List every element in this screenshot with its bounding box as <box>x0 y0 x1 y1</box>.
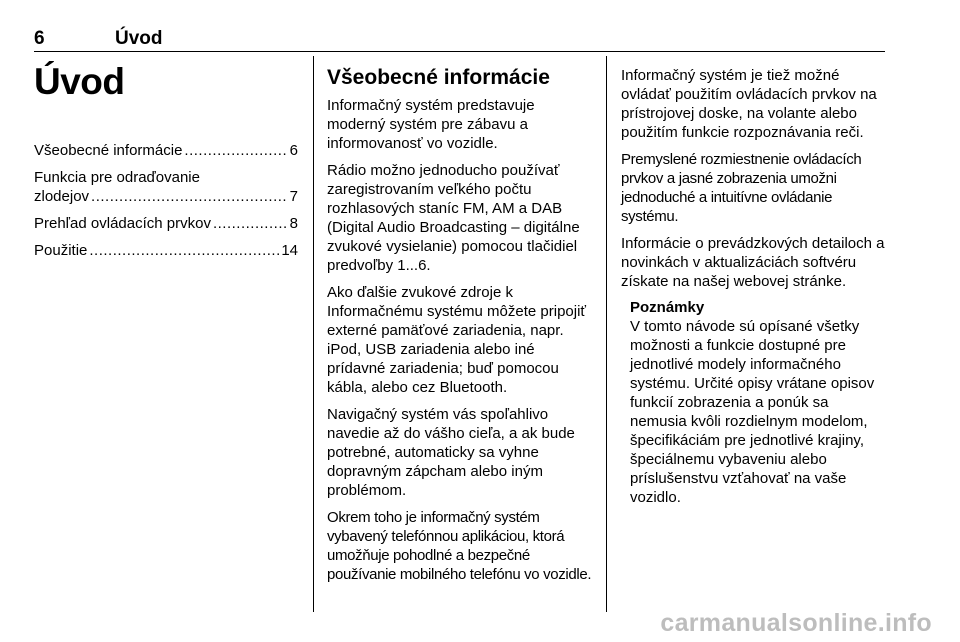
toc-leader-dots <box>91 187 288 206</box>
running-header-title: Úvod <box>115 28 163 49</box>
toc-entry-title: Všeobecné informácie <box>34 142 183 159</box>
toc-entry-title: Použitie <box>34 242 88 259</box>
page-header <box>34 28 884 50</box>
note-text: V tomto návode sú opísané všetky možnosti a funkcie dostupné pre jednotlivé modely informačného systému. Určité opisy vrátane opisov funkcií zobrazenia a ponúk sa nemusia kvôli rozdielnym modelom, špecifikáciám pre jednotlivé krajiny, špeciálnemu vybaveniu alebo príslušenstvu vzťahovať na vaše vozidlo. <box>630 318 875 506</box>
paragraph: Rádio možno jednoducho používať zaregistrovaním veľkého počtu rozhlasových staníc FM, AM a DAB (Digital Audio Broadcasting – digitálne zvukové vysielanie) pomocou tlačidiel predvoľby 1...6. <box>327 162 580 274</box>
toc-entry-page: 14 <box>281 242 298 259</box>
section-heading: Všeobecné informácie <box>327 66 550 89</box>
page-number: 6 <box>34 28 45 49</box>
paragraph: Informácie o prevádzkových detailoch a novinkách v aktualizáciách softvéru získate na našej webovej stránke. <box>621 235 885 290</box>
toc-entry[interactable] <box>34 241 298 260</box>
column-divider-1 <box>313 56 314 612</box>
toc-leader-dots <box>89 241 279 260</box>
toc-entry-page: 7 <box>289 188 298 205</box>
note-title: Poznámky <box>630 299 705 316</box>
paragraph: Informačný systém je tiež možné ovládať použitím ovládacích prvkov na prístrojovej doske, na volante alebo použitím funkcie rozpoznávania reči. <box>621 67 877 141</box>
toc-entry-page: 6 <box>289 142 298 159</box>
toc-entry-page: 8 <box>289 215 298 232</box>
toc-leader-dots <box>213 214 288 233</box>
paragraph: Ako ďalšie zvukové zdroje k Informačnému systému môžete pripojiť externé pamäťové zariadenia, napr. iPod, USB zariadenia alebo iné prídavné zariadenia; buď pomocou kábla, alebo cez Bluetooth. <box>327 284 587 396</box>
paragraph: Okrem toho je informačný systém vybavený telefónnou aplikáciou, ktorá umožňuje pohodlné a bezpečné používanie mobilného telefónu vo vozidle. <box>327 509 592 583</box>
paragraph: Navigačný systém vás spoľahlivo navedie až do vášho cieľa, a ak bude potrebné, automaticky sa vyhne dopravným zápcham alebo iným problémom. <box>327 406 575 499</box>
header-rule <box>34 51 885 52</box>
toc-entry[interactable] <box>34 214 298 233</box>
column-right <box>621 66 889 507</box>
watermark: carmanualsonline.info <box>660 609 932 637</box>
note-box <box>630 299 889 507</box>
toc-entry-title-cont: zlodejov <box>34 188 90 205</box>
toc-entry[interactable] <box>34 141 298 160</box>
toc-entry[interactable] <box>34 168 298 206</box>
toc-entry-title: Funkcia pre odraďovanie <box>34 169 200 186</box>
paragraph: Informačný systém predstavuje moderný systém pre zábavu a informovanosť vo vozidle. <box>327 97 535 152</box>
column-middle <box>327 66 595 592</box>
toc-leader-dots <box>184 141 287 160</box>
paragraph: Premyslené rozmiestnenie ovládacích prvkov a jasné zobrazenia umožni jednoduché a intuitívne ovládanie systému. <box>621 151 862 225</box>
toc-entry-title: Prehľad ovládacích prvkov <box>34 215 211 232</box>
chapter-title: Úvod <box>34 61 125 102</box>
column-left <box>34 58 298 268</box>
column-divider-2 <box>606 56 607 612</box>
